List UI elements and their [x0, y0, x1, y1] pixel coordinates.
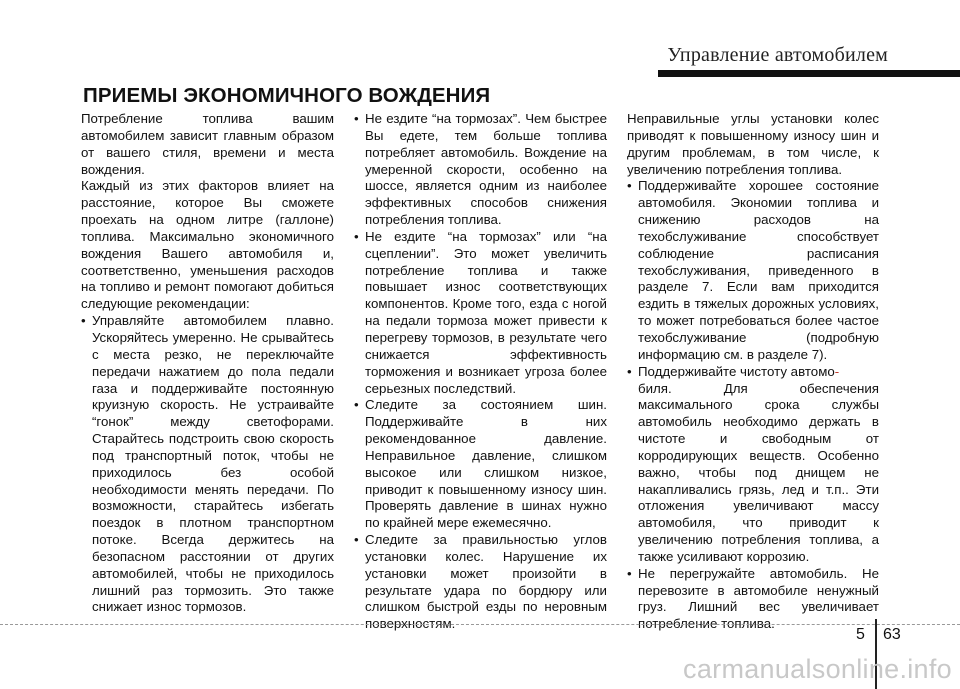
bullet-item: • Поддерживайте хорошее состояние автомобиля. Экономии топлива и снижению расходов на техобслуживание способствует соблюдение расписания техобслуживания, приведенного в разделе 7. Если вам приходится ездить в тяжелых дорожных условиях, то может потребоваться более частое техобслуживание (подробную информацию см. в разделе 7). [627, 178, 879, 363]
chapter-number: 5 [856, 626, 865, 643]
hyphen-mark: - [834, 363, 840, 379]
running-header-title: Управление автомобилем [667, 44, 888, 66]
bullet-text: биля. Для обеспечения максимального срока службы автомобиль необходимо держать в чистоте и свободным от корродирующих веществ. Особенно важно, чтобы под днищем не накапливались грязь, лед и т.п.. Эти отложения увеличивают массу автомобиля, что приводит к увеличению потребления топлива, а также усиливают коррозию. [638, 380, 879, 564]
bullet-item: • Управляйте автомобилем плавно. Ускоряйтесь умеренно. Не срывайтесь с места резко, не переключайте передачи нажатием до пола педали газа и поддерживайте постоянную круизную скорость. Не устраивайте “гонок” между светофорами. Старайтесь подстроить свою скорость под транспортный поток, чтобы не приходилось без особой необходимости менять передачи. По возможности, старайтесь избегать поездок в плотном транспортном потоке. Всегда держитесь на безопасном расстоянии от других автомобилей, чтобы не приходилось лишний раз тормозить. Это также снижает износ тормозов. [81, 313, 334, 616]
bullet-list [354, 111, 607, 633]
paragraph: Каждый из этих факторов влияет на расстояние, которое Вы сможете проехать на одном литре (галлоне) топлива. Максимально экономичного вождения Вашего автомобиля и, соответственно, уменьшения расходов на топливо и ремонт помогают добиться следующие рекомендации: [81, 178, 334, 312]
paragraph: Потребление топлива вашим автомобилем зависит главным образом от вашего стиля, времени и места вождения. [81, 111, 334, 177]
bullet-item: • Не ездите “на тормозах”. Чем быстрее Вы едете, тем больше топлива потребляет автомобиль. Вождение на умеренной скорости, особенно на шоссе, является одним из наиболее эффективных способов снижения потребления топлива. [354, 111, 607, 229]
bullet-item: • Не перегружайте автомобиль. Не перевозите в автомобиле ненужный груз. Лишний вес увеличивает потребление топлива. [627, 566, 879, 633]
watermark: carmanualsonline.info [683, 654, 952, 684]
bullet-list [81, 313, 334, 616]
bullet-item: • Следите за состоянием шин. Поддерживайте в них рекомендованное давление. Неправильное давление, слишком высокое или слишком низкое, приводит к повышенному износу шин. Проверять давление в шинах нужно по крайней мере ежемесячно. [354, 397, 607, 532]
section-title: ПРИЕМЫ ЭКОНОМИЧНОГО ВОЖДЕНИЯ [83, 84, 491, 107]
bullet-item: • Не ездите “на тормозах” или “на сцеплении”. Это может увеличить потребление топлива и также повышает износ соответствующих компонентов. Кроме того, езда с ногой на педали тормоза может привести к перегреву тормозов, в результате чего снижается эффективность торможения и возникает угроза более серьезных последствий. [354, 229, 607, 397]
footer-rule [0, 624, 960, 625]
page-number: 63 [883, 626, 901, 643]
paragraph: Неправильные углы установки колес приводят к повышенному износу шин и другим проблемам, в том числе, к увеличению потребления топлива. [627, 111, 879, 177]
bullet-text: Поддерживайте чистоту автомо [638, 363, 835, 379]
bullet-list [627, 178, 879, 633]
bullet-item: • Следите за правильностью углов установки колес. Нарушение их установки может произойти в результате удара по бордюру или слишком быстрой езды по неровным поверхностям. [354, 532, 607, 633]
bullet-item [627, 364, 879, 566]
text-column-1 [81, 111, 334, 616]
text-column-2 [354, 111, 607, 633]
header-rule [658, 70, 960, 77]
text-column-3 [627, 111, 879, 633]
